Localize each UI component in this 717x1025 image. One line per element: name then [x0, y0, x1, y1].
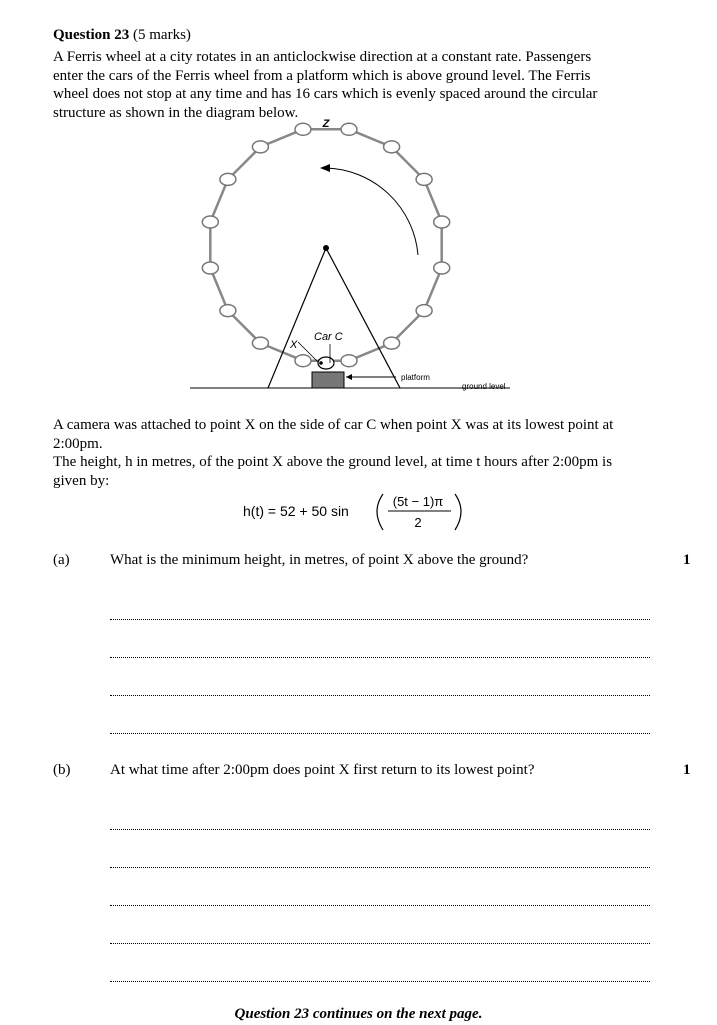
answer-line[interactable] [110, 981, 650, 982]
intro-line: enter the cars of the Ferris wheel from a platform which is above ground level. The Ferris [53, 67, 591, 84]
support-leg-left [268, 248, 326, 388]
answer-line[interactable] [110, 619, 650, 620]
continuation-note: Question 23 continues on the next page. [234, 1006, 483, 1022]
answer-line[interactable] [110, 943, 650, 944]
answer-line[interactable] [110, 829, 650, 830]
wheel-car [220, 173, 236, 185]
wheel-car [220, 305, 236, 317]
ferris-wheel-diagram [180, 115, 520, 400]
answer-line[interactable] [110, 905, 650, 906]
answer-line[interactable] [110, 657, 650, 658]
formula-right-paren [455, 494, 461, 530]
question-marks: (5 marks) [133, 27, 191, 43]
label-x: X [290, 339, 298, 351]
formula-left-paren [377, 494, 383, 530]
intro-line: wheel does not stop at any time and has 16 cars which is evenly spaced around the circular [53, 86, 598, 102]
question-number: Question 23 [53, 27, 130, 43]
part-a-marks: 1 [683, 552, 691, 568]
wheel-car [434, 216, 450, 228]
formula-denominator: 2 [414, 515, 422, 530]
rotation-arrowhead [320, 164, 330, 172]
wheel-car [434, 262, 450, 274]
answer-line[interactable] [110, 695, 650, 696]
support-leg-right [326, 248, 400, 388]
part-b-marks: 1 [683, 762, 691, 778]
camera-line: A camera was attached to point X on the side of car C when point X was at its lowest point at [53, 417, 614, 433]
part-a-question: What is the minimum height, in metres, of point X above the ground? [110, 552, 529, 568]
wheel-car [202, 216, 218, 228]
formula-numerator: (5t − 1)π [392, 494, 444, 509]
question-heading [53, 26, 191, 44]
label-platform: platform [401, 373, 430, 382]
wheel-car [416, 173, 432, 185]
label-z: Z [322, 118, 330, 130]
intro-line: A Ferris wheel at a city rotates in an anticlockwise direction at a constant rate. Passengers [53, 49, 592, 65]
part-a-label: (a) [53, 552, 70, 568]
formula-lhs: h(t) = 52 + 50 sin [243, 503, 349, 519]
wheel-car [295, 123, 311, 135]
wheel-car [295, 355, 311, 367]
wheel-car [416, 305, 432, 317]
platform-arrowhead [346, 374, 352, 380]
camera-line: The height, h in metres, of the point X above the ground level, at time t hours after 2:00pm is [53, 454, 613, 470]
question-intro [53, 48, 653, 122]
intro-line: structure as shown in the diagram below. [53, 104, 299, 121]
part-b-label: (b) [53, 762, 71, 778]
wheel-car [384, 141, 400, 153]
wheel-car [384, 337, 400, 349]
label-ground: ground level [462, 382, 506, 391]
camera-point-x [319, 361, 323, 365]
part-b-question: At what time after 2:00pm does point X first return to its lowest point? [110, 762, 535, 778]
wheel-car [252, 141, 268, 153]
wheel-car [252, 337, 268, 349]
camera-line: 2:00pm. [53, 435, 103, 452]
platform-box [312, 372, 344, 388]
hub [323, 245, 329, 251]
wheel-car [341, 123, 357, 135]
wheel-car [341, 355, 357, 367]
camera-description [53, 416, 653, 490]
camera-line: given by: [53, 472, 110, 489]
rotation-arc [326, 168, 418, 255]
wheel-car [202, 262, 218, 274]
label-car-c: Car C [314, 331, 343, 343]
height-formula [243, 486, 483, 536]
answer-line[interactable] [110, 867, 650, 868]
answer-line[interactable] [110, 733, 650, 734]
